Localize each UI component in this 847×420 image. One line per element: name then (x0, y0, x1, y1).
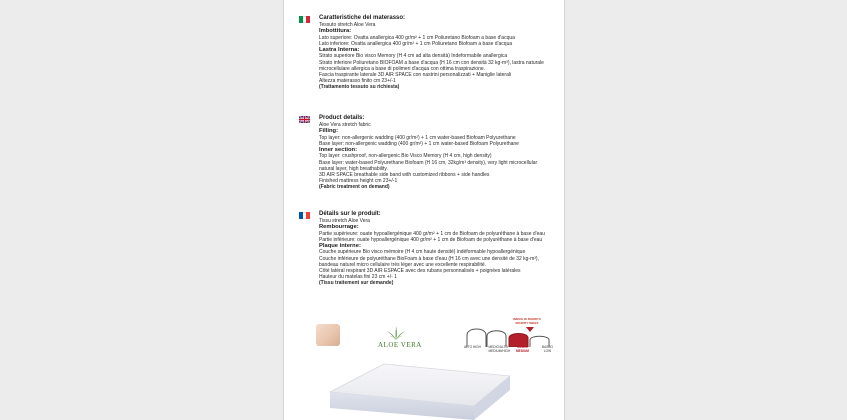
section-text (319, 211, 558, 286)
firmness-index (460, 318, 560, 358)
france-flag-icon (299, 212, 310, 219)
line: Strato superiore Bio visco Memory (H 4 cm ad alta densità) Indeformabile anallergica (319, 53, 508, 60)
memory-foam-icon (316, 324, 340, 346)
aloe-vera-label: ALOE VERA (378, 341, 422, 349)
line: Tessuto stretch Aloe Vera (319, 22, 376, 28)
line: Partie supérieure: ouate hypoallergénique 400 gr/m² + 1 cm de Biofoam de polyuréthane à base d'eau (319, 230, 545, 237)
subheading: Lastra Interna: (319, 46, 360, 53)
line: 3D AIR SPACE breathable side band with customized ribbons + side handles (319, 171, 490, 178)
subheading: Inner section: (319, 146, 358, 153)
firmness-level-medium: MEDIO MEDIUM (516, 345, 529, 353)
aloe-vera-badge (378, 326, 422, 349)
aloe-plant-icon (385, 326, 407, 340)
subheading: Imbottitura: (319, 28, 352, 35)
subheading: Plaque interne: (319, 242, 361, 249)
section-title: Détails sur le produit: (319, 211, 381, 217)
firmness-level-high: ALTO HIGH (464, 345, 481, 349)
treatment-note: (Fabric treatment on demand) (319, 183, 390, 190)
product-sheet (283, 0, 565, 420)
line: Lato inferiore: Ovatta anallergica 400 gr/m² + 1 cm Poliuretano Biofoam a base d'acqua (319, 40, 513, 47)
line: Base layer: water-based Polyurethane Biofoam (H 16 cm, 32kg/m³ density), very light microcellular (319, 159, 538, 166)
firmness-level-medium-high: MEDIO/ALTO MEDIUM/HIGH (488, 345, 511, 353)
subheading: Rembourrage: (319, 224, 359, 231)
line: Partie inférieure: ouate hypoallergénique 400 gr/m² + 1 cm de Biofoam de polyuréthane à base d'eau (319, 236, 543, 243)
firmness-arches-icon (460, 325, 560, 347)
line: Aloe Vera stretch fabric (319, 122, 371, 128)
line: Base layer: non-allergenic wadding (400 gr/m²) + 1 cm water-based Biofoam Polyurethane (319, 140, 519, 147)
section-italian (299, 15, 558, 90)
line: Couche supérieure Bio visco mémoire (H 4 cm haute densité) indéformable hypoallergénique (319, 249, 526, 256)
line: Finished mattress height cm 23+/-1 (319, 177, 398, 184)
section-english (299, 115, 558, 190)
section-title: Product details: (319, 115, 365, 121)
italy-flag-icon (299, 16, 310, 23)
section-french (299, 211, 558, 286)
line: Lato superiore: Ovatta anallergica 400 gr/m² + 1 cm Poliuretano Biofoam a base d'acqua (319, 34, 515, 41)
firmness-labels (460, 346, 560, 353)
line: Strato inferiore Poliuretano BIOFOAM a base d'acqua (H 16 cm con densità 32 kg-m³), lastra naturale (319, 59, 544, 66)
uk-flag-icon (299, 116, 310, 123)
subheading: Filling: (319, 128, 338, 135)
line: Top layer: non-allergenic wadding (400 gr/m²) + 1 cm water-based Biofoam Polyurethane (319, 134, 516, 141)
treatment-note: (Tissu traitement sur demande) (319, 279, 394, 286)
firmness-level-low: BASSO LOW (542, 345, 553, 353)
line: Tissu stretch Aloe Vera (319, 218, 370, 224)
line: natural layer, high breathability. (319, 165, 388, 172)
line: Couche inférieure de polyuréthane BioFoam à base d'eau (H 16 cm avec une densité de 32 kg-m³), (319, 255, 539, 262)
section-text (319, 115, 558, 190)
line: microcellulare allergica a base di polimeri d'acqua con ottima traspirazione. (319, 65, 486, 72)
treatment-note: (Trattamento tessuto su richiesta) (319, 83, 400, 90)
section-title: Caratteristiche del materasso: (319, 15, 406, 21)
line: bandeau naturel micro cellulaire très léger avec une excellente respirabilité. (319, 261, 487, 268)
line: Altezza materasso finito cm 23+/-1 (319, 77, 396, 84)
section-text (319, 15, 558, 90)
mattress-image (324, 362, 512, 420)
line: Hauteur du matelas fini 23 cm +/- 1 (319, 273, 397, 280)
line: Fascia traspirante laterale 3D AIR SPACE con nastrini personalizzati + Maniglie laterali (319, 71, 512, 78)
firmness-title: INDICE DI RIGIDITÀ RIGIDITY INDEX (512, 317, 541, 325)
line: Top layer: crushproof, non-allergenic Bio Visco Memory (H 4 cm, high density) (319, 153, 492, 160)
line: Côté latéral respirant 3D AIR ESPACE avec des rubans personnalisés + poignées latérales (319, 267, 521, 274)
